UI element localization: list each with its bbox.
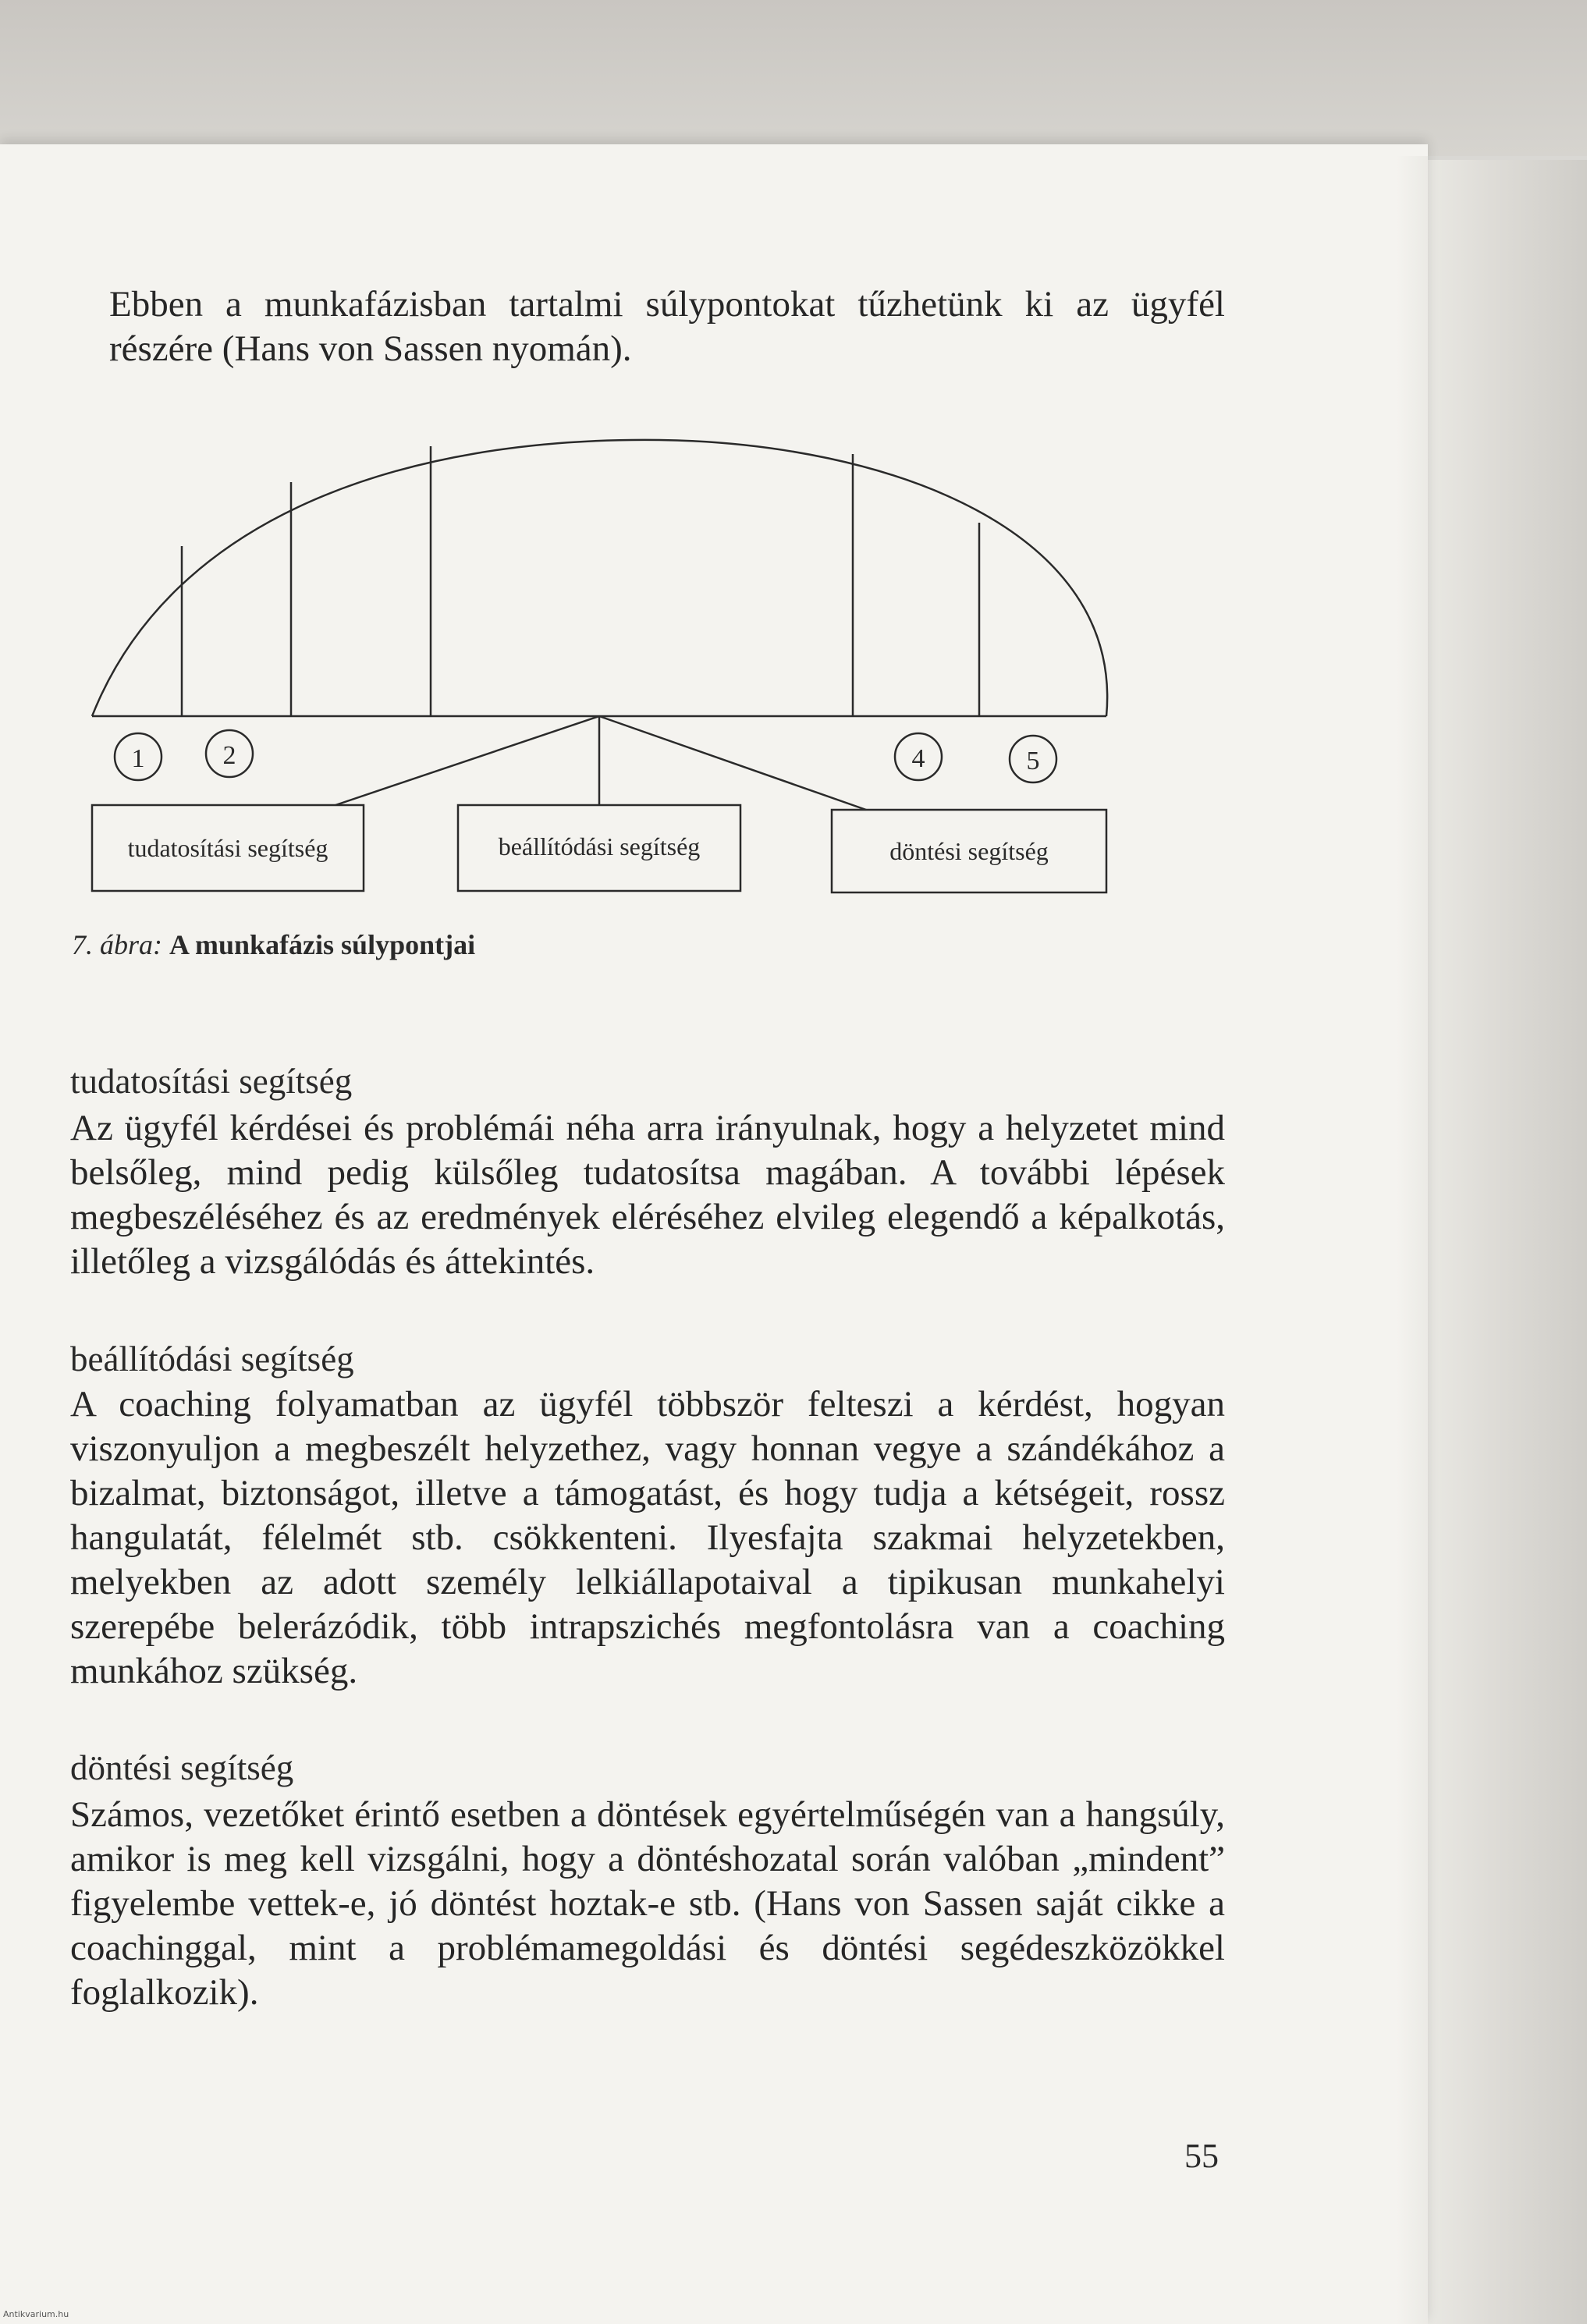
section-body-beallitodasi: A coaching folyamatban az ügyfél többször felteszi a kérdést, hogyan viszonyuljon a megbeszélt helyzethez, vagy honnan vegye a szándékához a bizalmat, biztonságot, illetve a támogatást, és hogy tudja a kétségeit, rossz hangulatát, félelmét stb. csökkenteni. Ilyesfajta szakmai helyzetekben, melyekben az adott személy lelkiállapotaival a tipikusan munkahelyi szerepébe belerázódik, több intrapszichés megfontolásra van a coaching munkához szükség. — [70, 1384, 1225, 1691]
section-heading-dontesi: döntési segítség — [70, 1748, 294, 1787]
circle-label-2: 2 — [222, 741, 236, 770]
circle-label-1: 1 — [131, 744, 145, 773]
arch-curve — [92, 440, 1107, 716]
box-label-beallitodasi: beállítódási segítség — [498, 832, 701, 860]
figure-title: A munkafázis súlypontjai — [169, 929, 476, 960]
figure-caption — [72, 928, 475, 961]
page-stack-edge — [1428, 160, 1587, 2324]
section-body-tudatositasi: Az ügyfél kérdései és problémái néha arra irányulnak, hogy a helyzetet mind belsőleg, mind pedig külsőleg tudatosítsa magában. A további lépések megbeszéléséhez és az eredmények eléréséhez elvileg elegendő a képalkotás, illetőleg a vizsgálódás és áttekintés. — [70, 1108, 1225, 1282]
backdrop — [0, 0, 1587, 156]
bridge-diagram — [78, 421, 1233, 905]
page-number: 55 — [1184, 2137, 1219, 2175]
section-heading-tudatositasi: tudatosítási segítség — [70, 1062, 353, 1101]
box-label-dontesi: döntési segítség — [889, 837, 1049, 865]
section-body-dontesi: Számos, vezetőket érintő esetben a döntések egyértelműségén van a hangsúly, amikor is meg kell vizsgálni, hogy a döntéshozatal során valóban „mindent” figyelembe vettek-e, jó döntést hoztak-e stb. (Hans von Sassen saját cikke a coachinggal, mint a problémamegoldási és döntési segédeszközökkel foglalkozik). — [70, 1794, 1225, 2013]
intro-paragraph: Ebben a munkafázisban tartalmi súlypontokat tűzhetünk ki az ügyfél részére (Hans von Sassen nyomán). — [109, 284, 1225, 369]
circle-label-5: 5 — [1026, 747, 1040, 775]
section-heading-beallitodasi: beállítódási segítség — [70, 1339, 354, 1378]
box-label-tudatositasi: tudatosítási segítség — [127, 834, 328, 862]
circle-label-4: 4 — [911, 744, 925, 773]
watermark: Antikvarium.hu — [3, 2309, 69, 2319]
figure-number: 7. ábra: — [72, 929, 162, 960]
page-curl — [1397, 156, 1428, 2324]
